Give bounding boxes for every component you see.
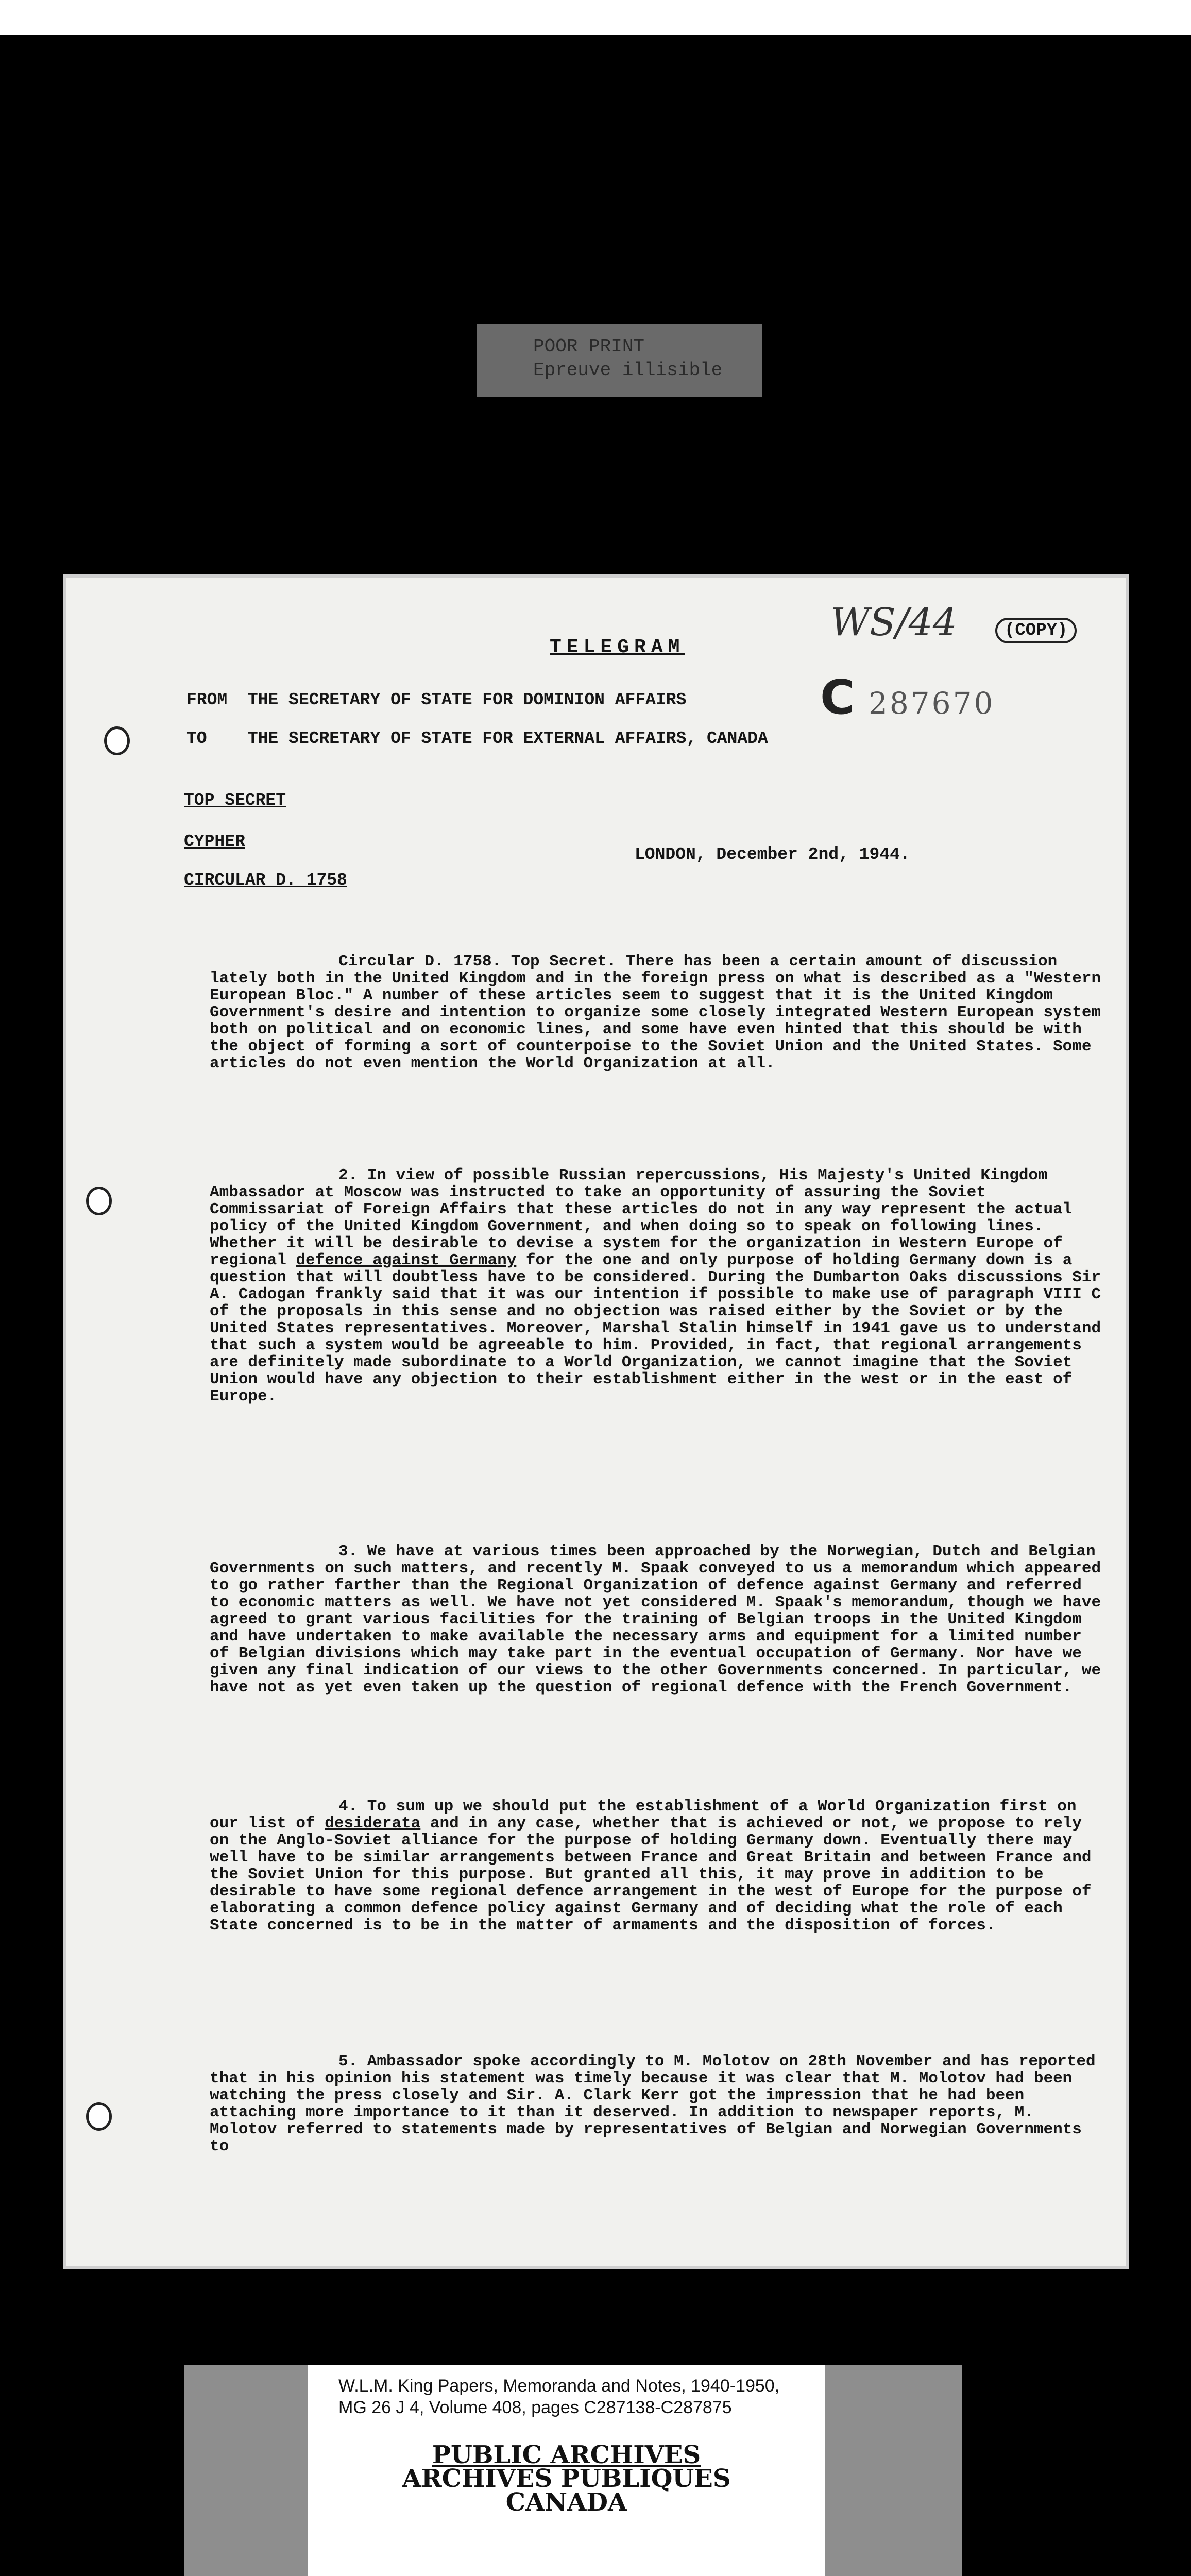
stamp-letter: C xyxy=(820,670,857,725)
citation-line-2: MG 26 J 4, Volume 408, pages C287138-C287875 xyxy=(338,2398,732,2417)
archives-name xyxy=(308,2441,825,2517)
paragraph-1 xyxy=(210,953,1109,1072)
punch-hole xyxy=(86,2102,112,2131)
from-value: THE SECRETARY OF STATE FOR DOMINION AFFAIRS xyxy=(247,690,687,709)
archive-stamp xyxy=(820,670,995,725)
paragraph-1-text: Circular D. 1758. Top Secret. There has been a certain amount of discussion lately both in the United Kingdom and in the foreign press on what is described as a "Western European Bloc." A number of these articles seem to suggest that it is the United Kingdom Government's desire and intention to organize some closely integrated Western European system both on political and on economic lines, and some have even hinted that this should be with the object of forming a sort of counterpoise to the Soviet Union and the United States. Some articles do not even mention the World Organization at all. xyxy=(210,953,1101,1073)
punch-hole xyxy=(104,726,130,755)
paragraph-4-text xyxy=(210,1798,1109,1934)
poor-print-text-en: POOR PRINT xyxy=(533,336,645,357)
punch-hole xyxy=(86,1187,112,1215)
paragraph-2-text xyxy=(210,1167,1109,1405)
citation xyxy=(308,2375,825,2418)
telegram-page xyxy=(63,574,1129,2269)
archive-card xyxy=(308,2365,825,2576)
paragraph-2-part-b: for the one and only purpose of holding Germany down is a question that will doubtless have to be considered. During the Dumbarton Oaks discussions Sir A. Cadogan frankly said that it was our intention if possible to make use of paragraph VIII C of the proposals in this sense and no objection was raised either by the Soviet or by the United States representatives. Moreover, Marshal Stalin himself in 1941 gave us to understand that such a system would be agreeable to him. Provided, in fact, that regional arrangements are definitely made subordinate to a World Organization, we cannot imagine that the Soviet Union would have any objection to their establishment either in the west or in the east of Europe. xyxy=(210,1251,1101,1405)
paragraph-3-text: 3. We have at various times been approached by the Norwegian, Dutch and Belgian Governments on such matters, and recently M. Spaak conveyed to us a memorandum which appeared to go rather farther than the Regional Organization of defence against Germany and referred to economic matters as well. We have not yet considered M. Spaak's memorandum, though we have agreed to grant various facilities for the training of Belgian troops in the United Kingdom and have undertaken to make available the necessary arms and equipment for a limited number of Belgian divisions which may take part in the eventual occupation of Germany. Nor have we given any final indication of our views to the other Governments concerned. In particular, we have not as yet even taken up the question of regional defence with the French Government. xyxy=(210,1543,1101,1697)
poor-print-text-fr: Epreuve illisible xyxy=(533,360,723,381)
paragraph-4 xyxy=(210,1798,1109,1934)
circular-number: CIRCULAR D. 1758 xyxy=(184,871,347,890)
underlined-word: desiderata xyxy=(325,1815,421,1833)
to-line xyxy=(186,729,768,748)
paragraph-3 xyxy=(210,1543,1109,1696)
underlined-phrase: defence against Germany xyxy=(296,1251,517,1269)
archives-fr: ARCHIVES PUBLIQUES xyxy=(402,2464,731,2493)
archives-country: CANADA xyxy=(505,2488,627,2517)
paragraph-5-text: 5. Ambassador spoke accordingly to M. Molotov on 28th November and has reported that in his opinion his statement was timely because it was clear that M. Molotov had been watching the press closely and Sir. A. Clark Kerr got the impression that he had been attaching more importance to it than it deserved. In addition to newspaper reports, M. Molotov referred to statements made by representatives of Belgian and Norwegian Governments to xyxy=(210,2053,1096,2156)
paragraph-5 xyxy=(210,2053,1109,2155)
citation-line-1: W.L.M. King Papers, Memoranda and Notes, 1940-1950, xyxy=(338,2376,780,2396)
stamp-number: 287670 xyxy=(868,686,995,721)
paragraph-2 xyxy=(210,1167,1109,1405)
document-title: TELEGRAM xyxy=(550,636,685,658)
transmission-method: CYPHER xyxy=(184,832,245,851)
from-label: FROM xyxy=(186,690,228,709)
classification-label: TOP SECRET xyxy=(184,791,286,810)
paragraph-2-part-a: 2. In view of possible Russian repercussions, His Majesty's United Kingdom Ambassador at Moscow was instructed to take an opportunity of assuring the Soviet Commissariat of Foreign Affairs that these articles do not in any way represent the actual policy of the United Kingdom Government, and when doing so to speak on following lines. Whether it will be desirable to devise a system for the organization in Western Europe of regional xyxy=(210,1166,1073,1269)
place-date: LONDON, December 2nd, 1944. xyxy=(635,845,910,864)
paragraph-4-part-b: and in any case, whether that is achieved or not, we propose to rely on the Anglo-Soviet alliance for the purpose of holding Germany down. Eventually there may well have to be similar arrangements between France and Great Britain and between France and the Soviet Union for this purpose. But granted all this, it may prove in addition to be desirable to have some regional defence arrangement in the west of Europe for the purpose of elaborating a common defence policy against Germany and of deciding what the role of each State concerned is to be in the matter of armaments and the disposition of forces. xyxy=(210,1815,1092,1935)
scan-top-border xyxy=(0,0,1191,35)
archive-footer xyxy=(184,2365,962,2576)
handwritten-reference: WS/44 xyxy=(830,600,957,645)
copy-mark: (COPY) xyxy=(995,618,1077,643)
archives-en: PUBLIC ARCHIVES xyxy=(432,2441,701,2469)
from-line xyxy=(186,690,686,709)
poor-print-label xyxy=(477,324,762,397)
to-label: TO xyxy=(186,729,207,748)
to-value: THE SECRETARY OF STATE FOR EXTERNAL AFFAIRS, CANADA xyxy=(247,729,768,748)
paragraph-4-part-a: 4. To sum up we should put the establishment of a World Organization first on our list of xyxy=(210,1798,1077,1833)
